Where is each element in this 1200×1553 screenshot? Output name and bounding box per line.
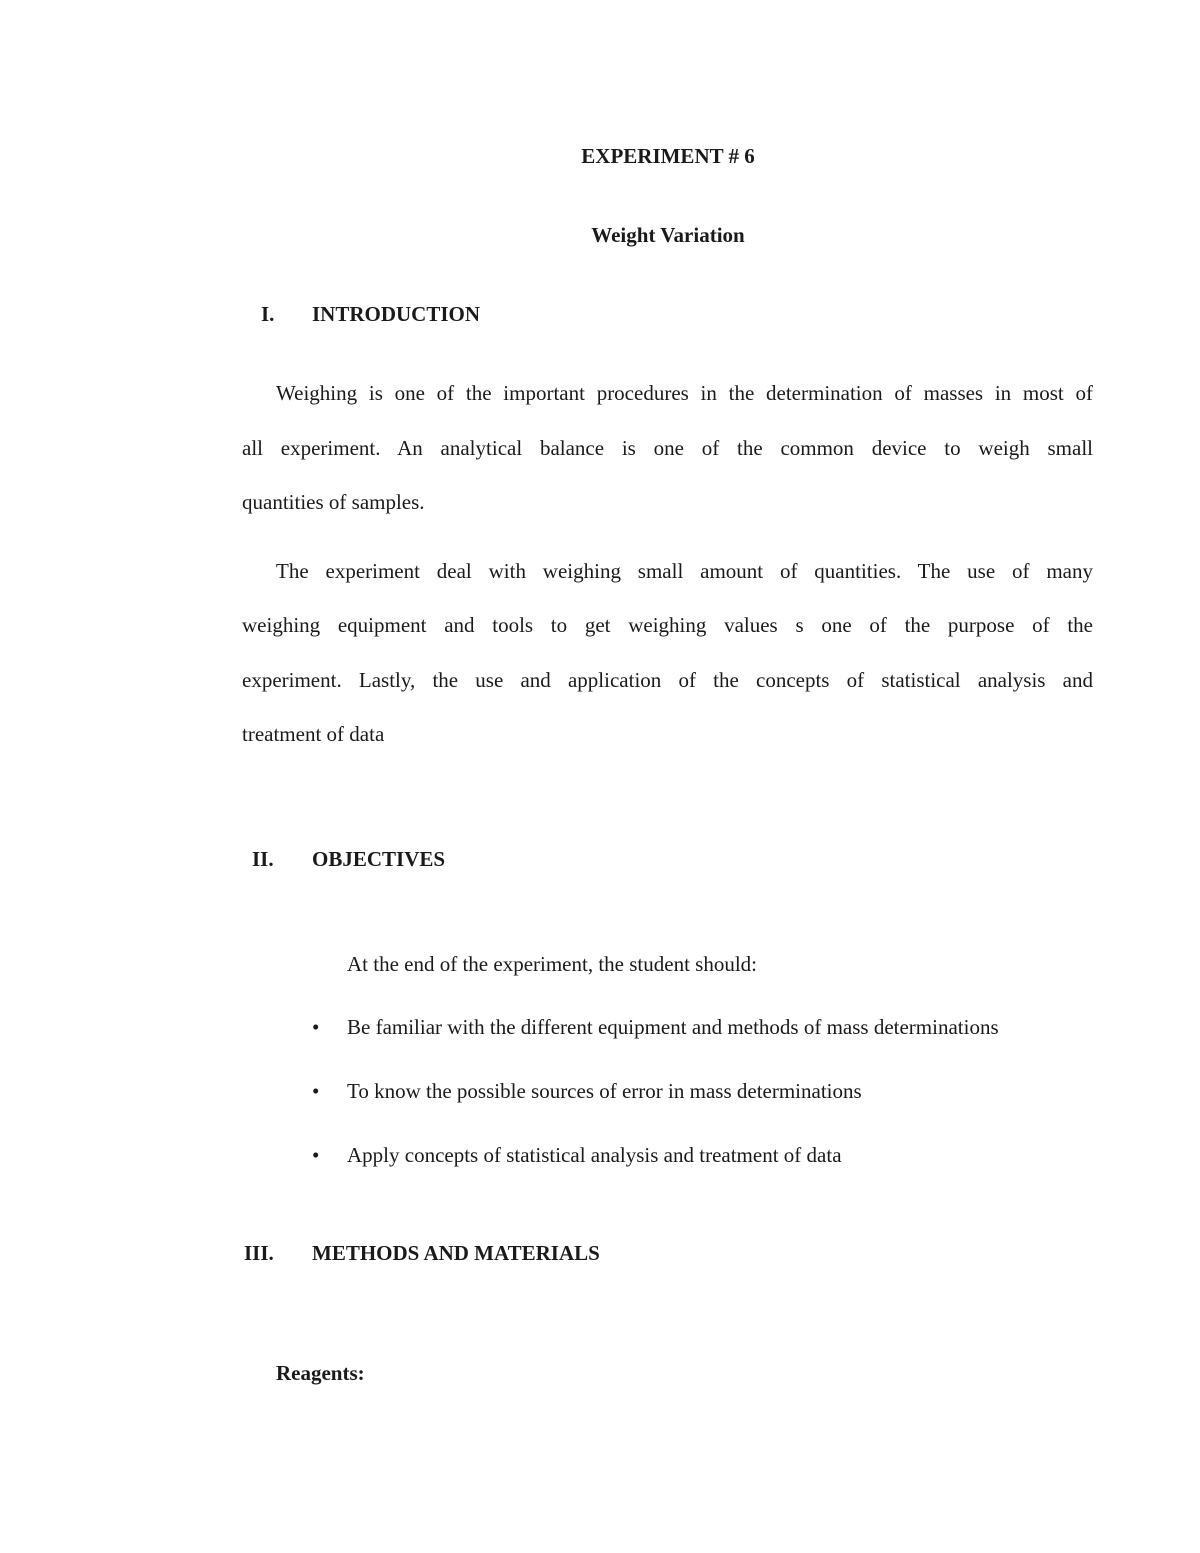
bullet-icon: • bbox=[312, 1143, 320, 1167]
list-item-text: To know the possible sources of error in mass determinations bbox=[347, 1079, 862, 1103]
paragraph-line: all experiment. An analytical balance is one of the common device to weigh small bbox=[242, 436, 1093, 460]
reagents-subheading: Reagents: bbox=[276, 1361, 365, 1385]
document-title: EXPERIMENT # 6 bbox=[581, 144, 755, 168]
paragraph-line: The experiment deal with weighing small amount of quantities. The use of many bbox=[276, 559, 1093, 583]
objectives-intro: At the end of the experiment, the student should: bbox=[347, 952, 757, 976]
list-item-text: Apply concepts of statistical analysis and treatment of data bbox=[347, 1143, 842, 1167]
section-heading-methods: METHODS AND MATERIALS bbox=[312, 1241, 600, 1265]
bullet-icon: • bbox=[312, 1079, 320, 1103]
document-subtitle: Weight Variation bbox=[591, 223, 745, 247]
list-item-text: Be familiar with the different equipment and methods of mass determinations bbox=[347, 1015, 999, 1039]
section-heading-introduction: INTRODUCTION bbox=[312, 302, 481, 326]
bullet-icon: • bbox=[312, 1015, 320, 1039]
paragraph-line: weighing equipment and tools to get weighing values s one of the purpose of the bbox=[242, 613, 1093, 637]
section-numeral-methods: III. bbox=[244, 1241, 274, 1265]
section-numeral-introduction: I. bbox=[261, 302, 275, 326]
section-heading-objectives: OBJECTIVES bbox=[312, 847, 446, 871]
section-numeral-objectives: II. bbox=[252, 847, 274, 871]
paragraph-line: Weighing is one of the important procedures in the determination of masses in most of bbox=[276, 381, 1093, 405]
paragraph-line: treatment of data bbox=[242, 722, 385, 746]
paragraph-line: quantities of samples. bbox=[242, 490, 425, 514]
paragraph-line: experiment. Lastly, the use and application of the concepts of statistical analysis and bbox=[242, 668, 1093, 692]
